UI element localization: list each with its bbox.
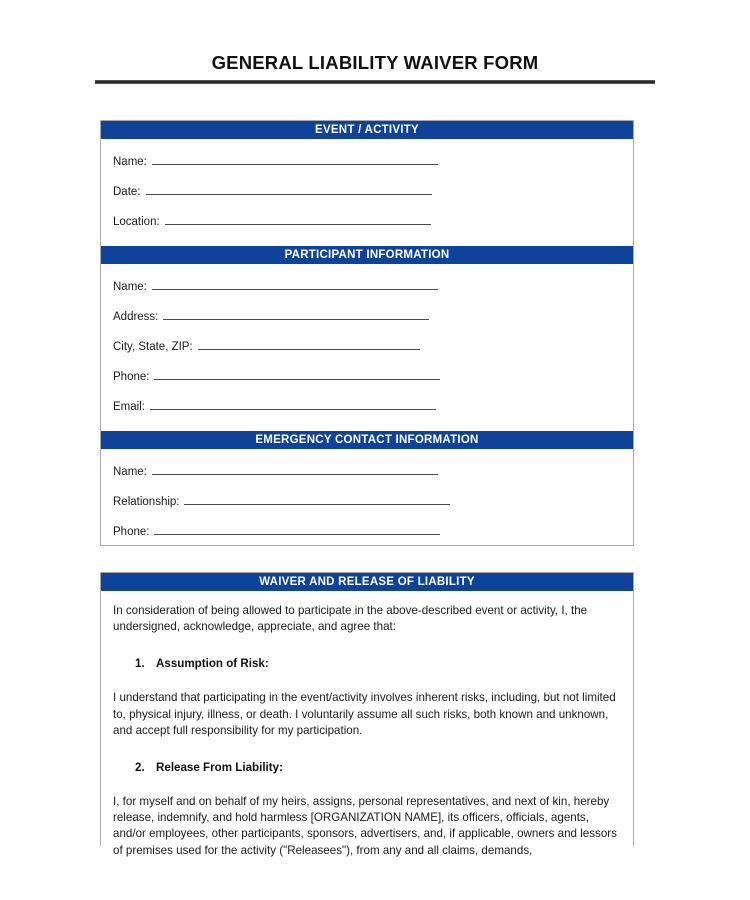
waiver-box <box>100 572 634 857</box>
clause-heading-release-from-liability <box>113 761 619 774</box>
field-input-line[interactable] <box>165 213 431 225</box>
field-input-line[interactable] <box>154 368 440 380</box>
information-box <box>100 120 634 546</box>
field-input-line[interactable] <box>198 338 420 350</box>
field-label: Phone: <box>113 371 150 383</box>
page-title: GENERAL LIABILITY WAIVER FORM <box>211 52 539 73</box>
field-input-line[interactable] <box>163 308 429 320</box>
event-fields <box>101 139 633 246</box>
field-input-line[interactable] <box>150 398 436 410</box>
section-header-emergency: EMERGENCY CONTACT INFORMATION <box>101 431 633 449</box>
field-participant-email[interactable] <box>101 398 633 413</box>
clause-title: Release From Liability: <box>156 761 283 775</box>
field-label: Name: <box>113 281 147 293</box>
emergency-fields <box>101 449 633 556</box>
field-emergency-name[interactable] <box>101 463 633 478</box>
field-participant-name[interactable] <box>101 278 633 293</box>
section-header-waiver: WAIVER AND RELEASE OF LIABILITY <box>101 573 633 591</box>
field-input-line[interactable] <box>146 183 432 195</box>
waiver-body <box>101 591 633 859</box>
field-event-date[interactable] <box>101 183 633 198</box>
field-label: Location: <box>113 216 160 228</box>
field-label: Name: <box>113 156 147 168</box>
field-emergency-relationship[interactable] <box>101 493 633 508</box>
waiver-intro-paragraph: In consideration of being allowed to participate in the above-described event or activity, I, the undersigned, acknowledge, appreciate, and agree that: <box>113 604 588 634</box>
section-header-event: EVENT / ACTIVITY <box>101 121 633 139</box>
field-participant-address[interactable] <box>101 308 633 323</box>
clause-number: 2. <box>135 761 145 775</box>
field-label: Phone: <box>113 526 150 538</box>
field-participant-city-state-zip[interactable] <box>101 338 633 353</box>
field-label: Address: <box>113 311 159 323</box>
field-participant-phone[interactable] <box>101 368 633 383</box>
clause-heading-assumption-of-risk <box>113 657 619 670</box>
field-emergency-phone[interactable] <box>101 523 633 538</box>
field-event-name[interactable] <box>101 153 633 168</box>
clause-body-assumption-of-risk: I understand that participating in the event/activity involves inherent risks, including, but not limited to, physical injury, illness, or death. I voluntarily assume all such risks, both known and unknown, and accept full responsibility for my participation. <box>113 691 616 737</box>
clause-title: Assumption of Risk: <box>156 657 269 671</box>
field-input-line[interactable] <box>184 493 450 505</box>
section-header-participant: PARTICIPANT INFORMATION <box>101 246 633 264</box>
field-label: Email: <box>113 401 145 413</box>
field-label: Date: <box>113 186 141 198</box>
field-input-line[interactable] <box>152 153 438 165</box>
field-input-line[interactable] <box>152 278 438 290</box>
field-input-line[interactable] <box>152 463 438 475</box>
field-label: Name: <box>113 466 147 478</box>
field-label: City, State, ZIP: <box>113 341 193 353</box>
field-event-location[interactable] <box>101 213 633 228</box>
field-input-line[interactable] <box>154 523 440 535</box>
title-divider <box>95 80 655 84</box>
field-label: Relationship: <box>113 496 180 508</box>
clause-body-release-from-liability: I, for myself and on behalf of my heirs, assigns, personal representatives, and next of kin, hereby release, indemnify, and hold harmless [ORGANIZATION NAME], its officers, officials, agents, and/or employees, other participants, sponsors, advertisers, and, if applicable, owners and lessors of premises used for the activity ("Releasees"), from any and all claims, demands, <box>113 795 617 857</box>
participant-fields <box>101 264 633 431</box>
clause-number: 1. <box>135 657 145 671</box>
